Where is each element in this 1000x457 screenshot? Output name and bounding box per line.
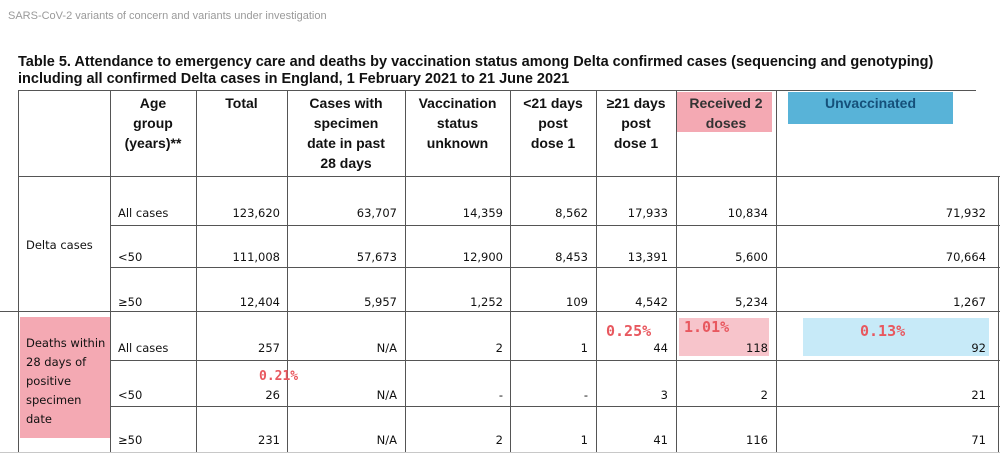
cell-unknown: - (498, 388, 503, 402)
cell-ge21: 13,391 (627, 250, 668, 264)
cell-lt21: - (583, 388, 588, 402)
cell-ge21: 4,542 (635, 295, 668, 309)
cell-two: 118 (746, 341, 768, 355)
cell-cases: 5,957 (364, 295, 397, 309)
header-ge21-days: ≥21 days post dose 1 (606, 95, 666, 151)
cell-total: 111,008 (232, 250, 280, 264)
cell-unvax: 71,932 (945, 206, 986, 220)
cell-age: ≥50 (118, 295, 143, 309)
header-cases-with-specimen: Cases with specimen date in past 28 days (307, 95, 385, 171)
cell-two: 2 (760, 388, 768, 402)
cell-cases: 63,707 (356, 206, 397, 220)
cell-total: 231 (258, 433, 280, 447)
cell-unknown: 2 (495, 341, 503, 355)
cell-age: All cases (118, 341, 169, 355)
cell-unknown: 14,359 (462, 206, 503, 220)
cell-cases: N/A (376, 341, 397, 355)
cell-age: All cases (118, 206, 169, 220)
header-lt21-days: <21 days post dose 1 (523, 95, 583, 151)
cell-two: 116 (746, 433, 768, 447)
cell-lt21: 8,562 (555, 206, 588, 220)
cell-cases: N/A (376, 388, 397, 402)
header-received-2-doses: Received 2 doses (689, 95, 763, 131)
cell-ge21: 41 (653, 433, 668, 447)
cell-total: 26 (265, 388, 280, 402)
group-delta-cases: Delta cases (26, 238, 93, 252)
cell-unvax: 70,664 (945, 250, 986, 264)
table-title: Table 5. Attendance to emergency care and deaths by vaccination status among Delta confirmed cases (sequencing and genotyping) including all confirmed Delta cases in England, 1 February 2021 to 21 June 2021 (18, 54, 934, 87)
annotation-received2-pct: 1.01% (684, 318, 730, 336)
cell-unknown: 2 (495, 433, 503, 447)
cell-unvax: 71 (971, 433, 986, 447)
cell-ge21: 44 (653, 341, 668, 355)
cell-two: 5,600 (735, 250, 768, 264)
cell-ge21: 17,933 (627, 206, 668, 220)
cell-age: ≥50 (118, 433, 143, 447)
cell-unknown: 12,900 (462, 250, 503, 264)
header-unvaccinated: Unvaccinated (824, 95, 917, 111)
cell-age: <50 (118, 250, 143, 264)
cell-unvax: 21 (971, 388, 986, 402)
page-header: SARS-CoV-2 variants of concern and variants under investigation (8, 10, 327, 22)
cell-total: 257 (258, 341, 280, 355)
cell-ge21: 3 (660, 388, 668, 402)
cell-lt21: 8,453 (555, 250, 588, 264)
group-deaths: Deaths within 28 days of positive specimen date (26, 336, 106, 426)
cell-unvax: 1,267 (953, 295, 986, 309)
cell-unknown: 1,252 (470, 295, 503, 309)
cell-lt21: 109 (566, 295, 588, 309)
cell-total: 12,404 (239, 295, 280, 309)
cell-age: <50 (118, 388, 143, 402)
cell-total: 123,620 (232, 206, 280, 220)
cell-unvax: 92 (971, 341, 986, 355)
header-vaccination-unknown: Vaccination status unknown (418, 95, 497, 151)
annotation-ge21-pct: 0.25% (606, 322, 652, 340)
annotation-total-pct: 0.21% (259, 369, 299, 384)
annotation-unvaccinated-pct: 0.13% (860, 322, 906, 340)
cell-lt21: 1 (580, 341, 588, 355)
header-age-group: Age group (years)** (124, 95, 182, 151)
cell-cases: N/A (376, 433, 397, 447)
cell-two: 5,234 (735, 295, 768, 309)
header-total: Total (225, 95, 258, 111)
cell-cases: 57,673 (356, 250, 397, 264)
cell-lt21: 1 (580, 433, 588, 447)
cell-two: 10,834 (727, 206, 768, 220)
